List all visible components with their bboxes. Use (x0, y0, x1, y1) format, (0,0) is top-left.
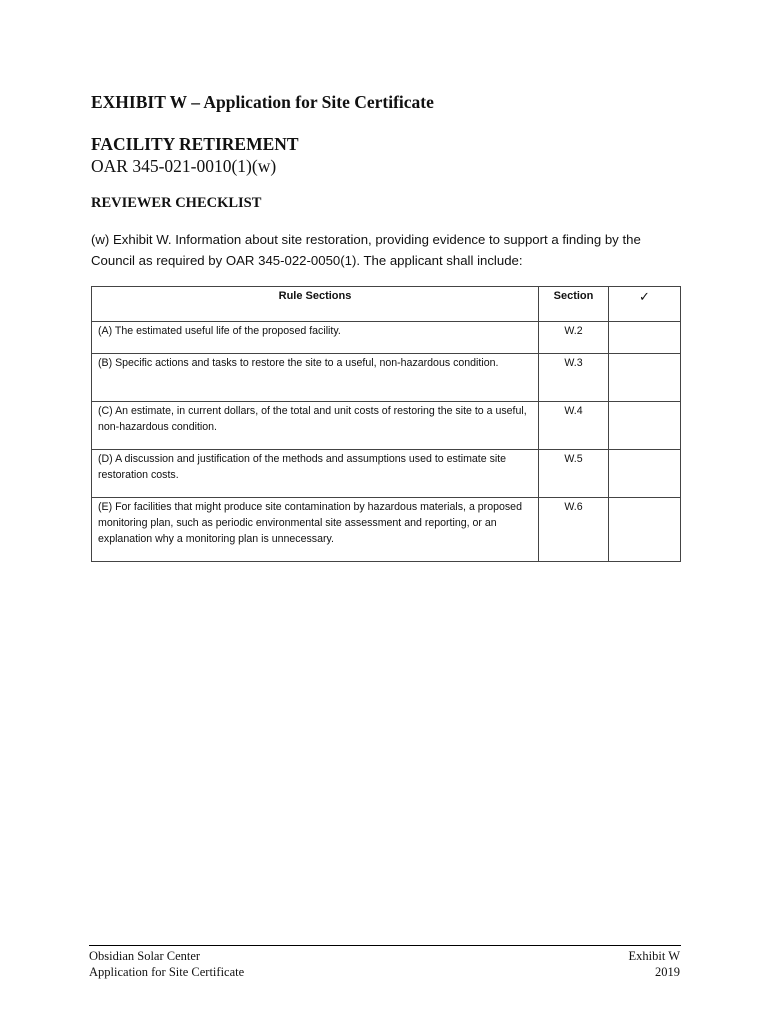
check-cell (609, 450, 681, 498)
exhibit-title: EXHIBIT W – Application for Site Certificate (91, 92, 434, 112)
check-cell (609, 354, 681, 402)
check-cell (609, 322, 681, 354)
rule-cell: (A) The estimated useful life of the proposed facility. (92, 322, 539, 354)
footer-right (628, 948, 680, 980)
footer-left (89, 948, 244, 980)
footer-divider (89, 945, 681, 946)
check-cell (609, 498, 681, 562)
rule-sections-header: Rule Sections (92, 287, 539, 322)
reviewer-checklist-table (91, 286, 681, 562)
table-row (92, 450, 681, 498)
checklist-heading: REVIEWER CHECKLIST (91, 195, 262, 211)
table-row (92, 402, 681, 450)
rule-cell: (E) For facilities that might produce site contamination by hazardous materials, a proposed monitoring plan, such as periodic environmental site assessment and reporting, or an explanation why a monitoring plan is unnecessary. (92, 498, 539, 562)
section-cell: W.4 (539, 402, 609, 450)
table-header-row (92, 287, 681, 322)
checkmark-header (609, 287, 681, 322)
section-header: Section (539, 287, 609, 322)
section-heading: FACILITY RETIREMENT (91, 134, 299, 154)
section-cell: W.5 (539, 450, 609, 498)
section-cell: W.3 (539, 354, 609, 402)
checkmark-icon: ✓ (639, 290, 650, 305)
table-row (92, 322, 681, 354)
footer-year: 2019 (655, 965, 680, 979)
rule-cell: (D) A discussion and justification of the methods and assumptions used to estimate site restoration costs. (92, 450, 539, 498)
table-row (92, 498, 681, 562)
footer-project-name: Obsidian Solar Center (89, 949, 201, 963)
rule-cell: (B) Specific actions and tasks to restore the site to a useful, non-hazardous condition. (92, 354, 539, 402)
footer-document-name: Application for Site Certificate (89, 965, 245, 979)
footer-exhibit-label: Exhibit W (628, 949, 680, 963)
check-cell (609, 402, 681, 450)
section-cell: W.2 (539, 322, 609, 354)
intro-paragraph: (w) Exhibit W. Information about site restoration, providing evidence to support a finding by the Council as required by OAR 345-022-0050(1). The applicant shall include: (91, 232, 641, 268)
section-cell: W.6 (539, 498, 609, 562)
rule-cell: (C) An estimate, in current dollars, of the total and unit costs of restoring the site to a useful, non-hazardous condition. (92, 402, 539, 450)
table-row (92, 354, 681, 402)
section-rule-citation: OAR 345-021-0010(1)(w) (91, 156, 277, 176)
